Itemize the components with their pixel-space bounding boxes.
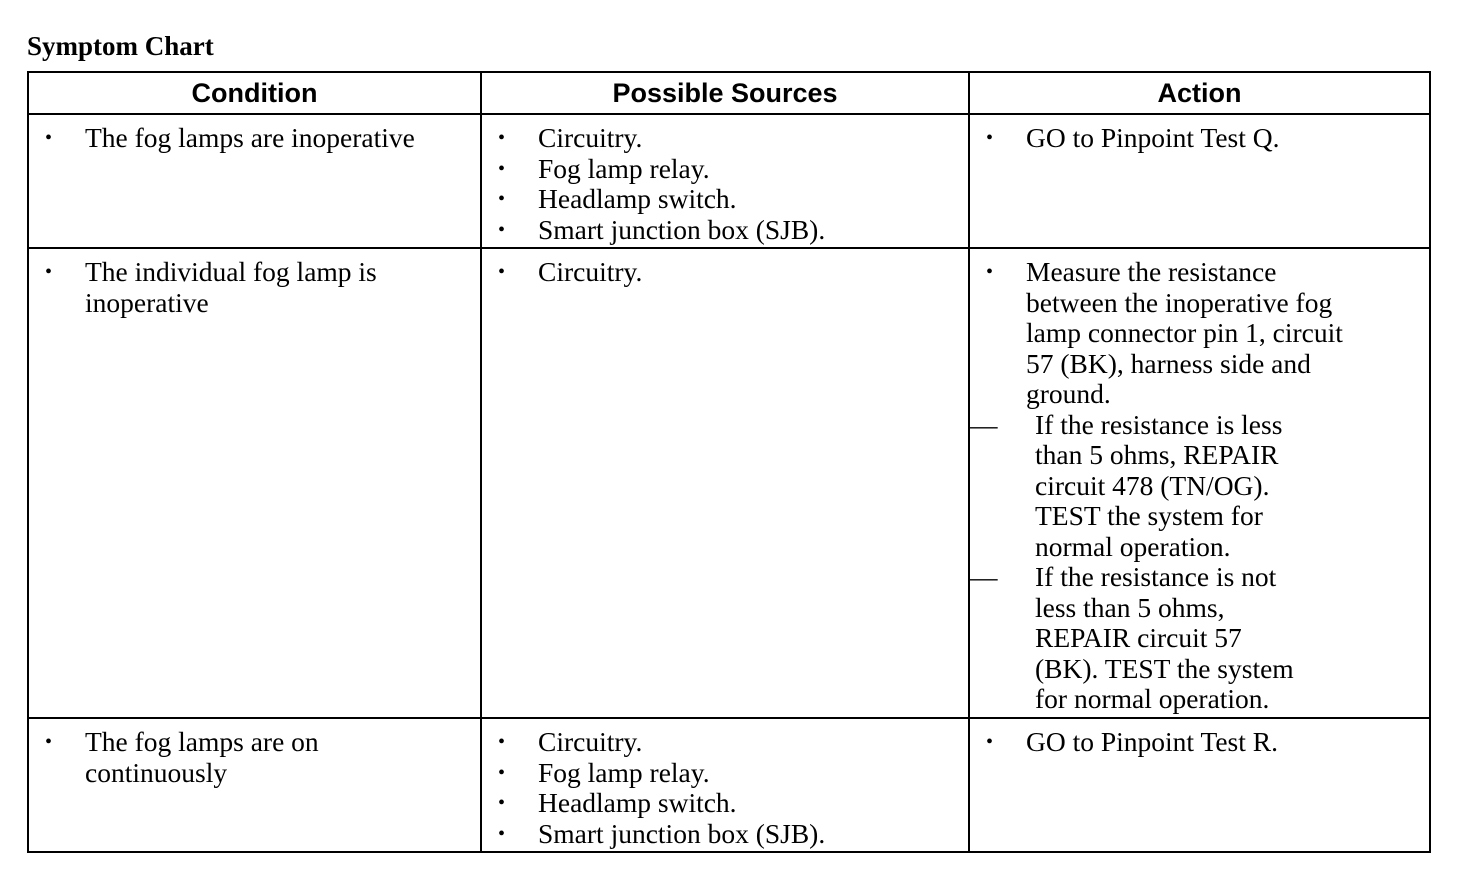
table-row [28,114,1430,248]
action-item [970,257,1421,715]
source-text: Smart junction box (SJB). [538,817,826,849]
action-text-line: 57 (BK), harness side and [1026,347,1311,379]
source-text: Circuitry. [538,256,643,287]
condition-text-line: • The individual fog lamp is [85,256,377,287]
sub-item-line: than 5 ohms, REPAIR [1035,439,1279,470]
condition-text-line: inoperative [85,286,209,318]
source-item [482,184,960,215]
source-item [482,154,960,185]
action-sub-item [970,562,1421,715]
source-item [482,819,960,850]
sources-cell [481,718,969,852]
condition-item [29,257,472,318]
source-text: Smart junction box (SJB). [538,213,826,245]
header-row [28,72,1430,114]
sub-item-line: — If the resistance is less [1035,408,1283,440]
condition-cell [28,248,481,718]
condition-item [29,727,472,788]
sources-cell [481,248,969,718]
source-item [482,257,960,288]
sub-item-line: (BK). TEST the system [1035,652,1294,684]
source-item [482,788,960,819]
source-text: Headlamp switch. [538,787,737,818]
source-text: Circuitry. [538,726,643,757]
sub-item-line: TEST the system for [1035,500,1263,531]
condition-text-line: • The fog lamps are on [85,726,319,757]
symptom-chart-table [27,71,1431,853]
action-text: • GO to Pinpoint Test Q. [1026,122,1280,153]
condition-cell [28,718,481,852]
source-item [482,727,960,758]
action-sub-list [1026,410,1421,715]
action-item [970,727,1421,758]
condition-text: The fog lamps are inoperative [85,122,415,153]
sub-item-line: normal operation. [1035,530,1231,562]
source-item [482,758,960,789]
action-cell [969,248,1430,718]
action-text-line: ground. [1026,378,1111,409]
action-text-line: lamp connector pin 1, circuit [1026,317,1343,348]
source-item [482,215,960,246]
sub-item-line: REPAIR circuit 57 [1035,622,1242,653]
action-sub-item [970,410,1421,563]
page-title: Symptom Chart [27,31,214,61]
sources-cell [481,114,969,248]
action-item [970,123,1421,154]
header-action: Action [969,72,1430,114]
sub-item-line: — If the resistance is not [1035,561,1277,592]
source-text: Circuitry. [538,122,643,153]
source-text: Fog lamp relay. [538,152,710,184]
table-row [28,718,1430,852]
action-text-line: between the inoperative fog [1026,286,1333,318]
table-row [28,248,1430,718]
action-cell [969,114,1430,248]
header-condition: Condition [28,72,481,114]
sub-item-line: circuit 478 (TN/OG). [1035,469,1270,501]
condition-item [29,123,472,154]
sub-item-line: for normal operation. [1035,683,1270,714]
sub-item-line: less than 5 ohms, [1035,591,1225,623]
source-text: Fog lamp relay. [538,756,710,788]
condition-text-line: continuously [85,756,228,788]
header-possible-sources: Possible Sources [481,72,969,114]
condition-cell [28,114,481,248]
action-text: • GO to Pinpoint Test R. [1026,726,1278,757]
action-text-line: • Measure the resistance [1026,256,1277,287]
source-text: Headlamp switch. [538,183,737,214]
action-cell [969,718,1430,852]
source-item [482,123,960,154]
